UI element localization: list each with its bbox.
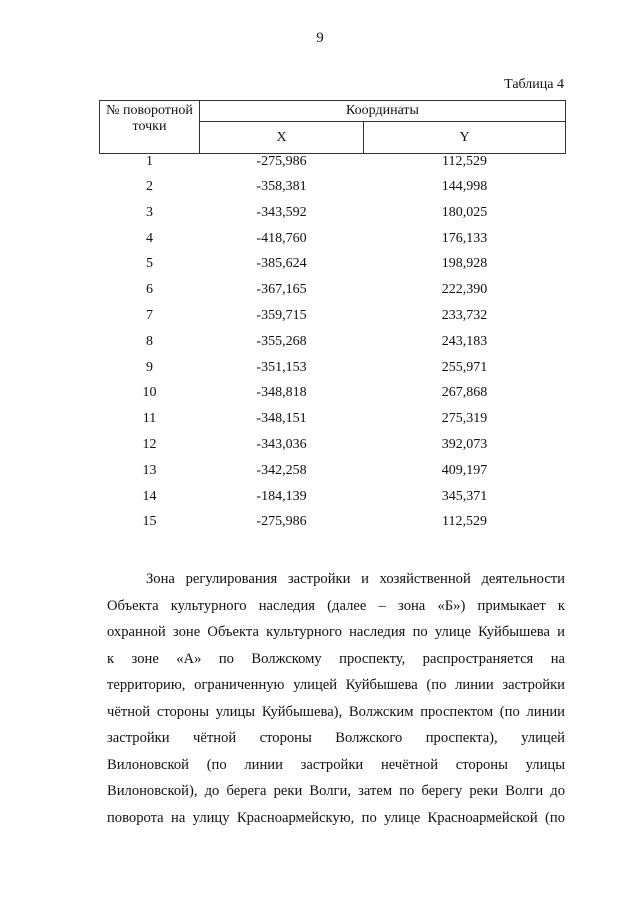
paragraph-line: застройки чётной стороны Волжского проспекта), улицей: [107, 730, 565, 746]
point-number-cell: 1: [146, 154, 153, 169]
point-number-cell: 11: [142, 411, 157, 427]
y-cell: 112,529: [442, 154, 487, 169]
point-number-cell: 13: [142, 462, 157, 478]
x-cell: -342,258: [256, 462, 307, 478]
coordinates-header: Координаты: [200, 101, 566, 122]
x-cell: -418,760: [256, 230, 307, 246]
paragraph-line: охранной зоне Объекта культурного наследия по улице Куйбышева и: [107, 624, 565, 640]
y-cell: 409,197: [441, 462, 488, 478]
y-cell: 180,025: [441, 204, 488, 220]
y-cell: 275,319: [441, 411, 488, 427]
point-number-cell: 3: [146, 204, 153, 220]
y-cell: 222,390: [441, 282, 488, 298]
point-number-cell: 10: [142, 385, 157, 401]
table-row: [100, 179, 566, 205]
table-row: [100, 437, 566, 463]
page-number: 9: [316, 30, 324, 46]
paragraph-line: к зоне «А» по Волжскому проспекту, распространяется на: [107, 650, 565, 667]
x-cell: -385,624: [256, 256, 307, 272]
point-number-cell: 4: [146, 230, 153, 246]
paragraph-line: Вилоновской), до берега реки Волги, затем по берегу реки Волги до: [107, 783, 565, 799]
x-cell: -355,268: [256, 333, 307, 349]
y-cell: 392,073: [441, 436, 488, 452]
x-cell: -358,381: [256, 179, 307, 194]
y-cell: 176,133: [441, 230, 488, 246]
table-row: [100, 334, 566, 360]
point-number-header: № поворотной точки: [100, 101, 200, 154]
x-cell: -348,818: [256, 385, 307, 401]
point-number-cell: 15: [142, 514, 157, 530]
x-cell: -184,139: [256, 488, 307, 504]
y-cell: 112,529: [442, 514, 487, 530]
table-row: [100, 360, 566, 386]
table-row: [100, 154, 566, 180]
point-number-cell: 9: [146, 359, 153, 375]
table-row: [100, 282, 566, 308]
x-cell: -367,165: [256, 282, 307, 298]
y-cell: 198,928: [441, 256, 488, 272]
table-row: [100, 385, 566, 411]
y-cell: 267,868: [441, 385, 488, 401]
x-cell: -343,036: [256, 436, 307, 452]
table-row: [100, 514, 566, 540]
paragraph-line: территорию, ограниченную улицей Куйбышева (по линии застройки: [107, 677, 565, 693]
table-row: [100, 256, 566, 282]
point-number-cell: 2: [146, 179, 153, 194]
paragraph-line: Зона регулирования застройки и хозяйственной деятельности: [146, 571, 565, 587]
x-cell: -351,153: [256, 359, 307, 375]
y-header: Y: [364, 122, 566, 154]
y-cell: 243,183: [441, 333, 488, 349]
point-number-cell: 6: [146, 282, 153, 298]
table-row: [100, 411, 566, 437]
paragraph-line: чётной стороны улицы Куйбышева), Волжским проспектом (по линии: [107, 703, 565, 720]
point-number-cell: 12: [142, 436, 157, 452]
table-row: [100, 489, 566, 515]
table-caption: Таблица 4: [504, 77, 564, 92]
body-paragraph: [107, 566, 565, 831]
y-cell: 144,998: [441, 179, 488, 194]
table-row: [100, 463, 566, 489]
y-cell: 255,971: [441, 359, 488, 375]
table-row: [100, 308, 566, 334]
point-number-cell: 8: [146, 333, 153, 349]
x-cell: -343,592: [256, 204, 307, 220]
x-cell: -348,151: [256, 411, 307, 427]
table-row: [100, 231, 566, 257]
x-cell: -275,986: [256, 514, 307, 530]
y-cell: 233,732: [441, 307, 488, 323]
x-cell: -359,715: [256, 307, 307, 323]
paragraph-line: Объекта культурного наследия (далее – зона «Б») примыкает к: [107, 597, 565, 614]
point-number-cell: 5: [146, 256, 153, 272]
point-number-cell: 14: [142, 488, 157, 504]
x-cell: -275,986: [256, 154, 307, 169]
x-header: X: [200, 122, 364, 154]
paragraph-line: поворота на улицу Красноармейскую, по улице Красноармейской (по: [107, 809, 565, 826]
table-body: [100, 154, 566, 541]
paragraph-line: Вилоновской (по линии застройки нечётной стороны улицы: [107, 756, 565, 773]
point-number-cell: 7: [146, 307, 153, 323]
table-row: [100, 205, 566, 231]
y-cell: 345,371: [441, 488, 488, 504]
coordinates-table: [99, 100, 566, 540]
